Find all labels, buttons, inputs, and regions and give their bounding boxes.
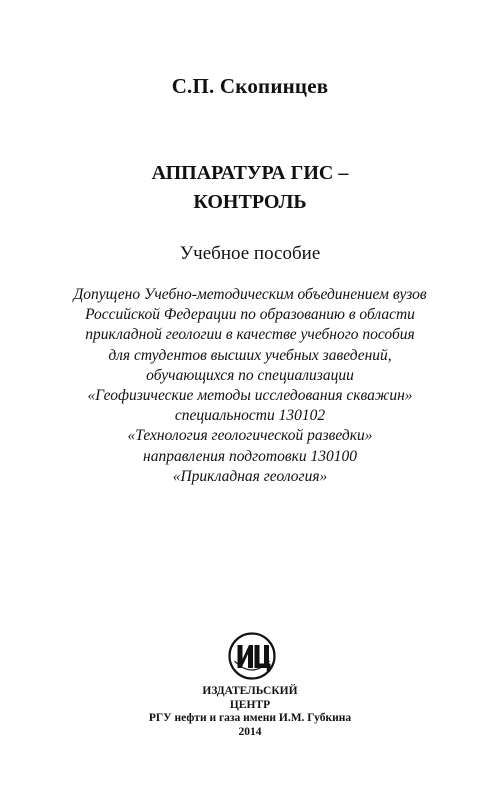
approval-line: «Прикладная геология»: [172, 467, 328, 485]
approval-line: направления подготовки 130100: [143, 447, 357, 465]
approval-line: Российской Федерации по образованию в области: [85, 306, 415, 324]
book-title-line-1: АППАРАТУРА ГИС –: [151, 162, 349, 184]
publication-year: 2014: [238, 725, 262, 738]
book-type: Учебное пособие: [179, 243, 321, 264]
author-name: С.П. Скопинцев: [171, 74, 329, 98]
book-title-line-2: КОНТРОЛЬ: [193, 191, 307, 213]
approval-line: для студентов высших учебных заведений,: [108, 346, 392, 364]
approval-line: Допущено Учебно-методическим объединением вузов: [73, 286, 427, 303]
publisher-university: РГУ нефти и газа имени И.М. Губкина: [148, 712, 352, 724]
publisher-block: [0, 685, 500, 739]
approval-line: «Геофизические методы исследования скважин»: [87, 387, 413, 405]
book-title: [0, 159, 500, 217]
publisher-name-line-1: ИЗДАТЕЛЬСКИЙ: [202, 685, 298, 697]
approval-line: обучающихся по специализации: [146, 366, 354, 384]
approval-line: «Технология геологической разведки»: [127, 427, 373, 445]
approval-line: прикладной геологии в качестве учебного пособия: [85, 326, 415, 344]
publisher-name-line-2: ЦЕНТР: [229, 698, 271, 711]
approval-line: специальности 130102: [174, 407, 326, 425]
publisher-logo-ic-icon: [228, 632, 276, 680]
approval-statement: [0, 285, 500, 487]
